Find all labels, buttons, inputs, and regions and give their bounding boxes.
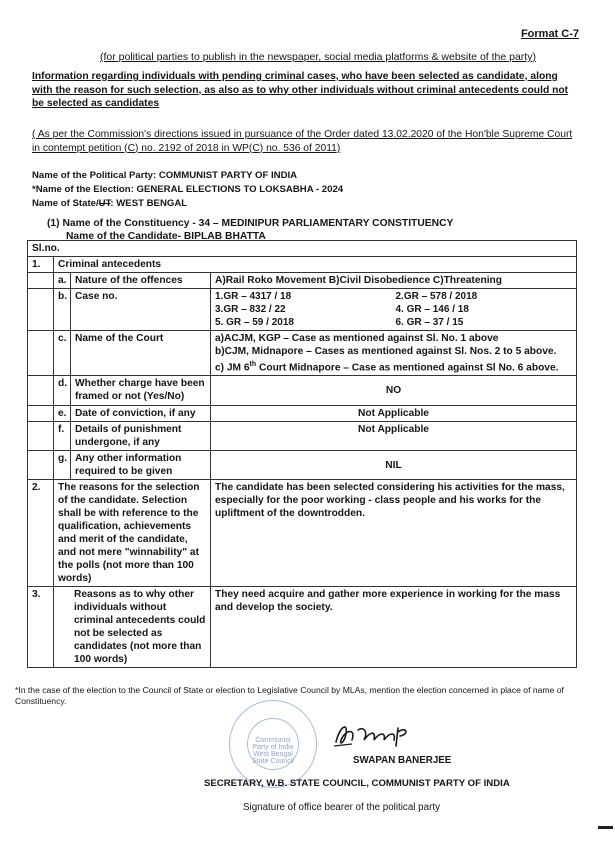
commission-directions: ( As per the Commission's directions issued in pursuance of the Order dated 13.02.2020 of the Hon'ble Supreme Court in contempt petition (C) no. 2192 of 2018 in WP(C) no. 536 of 2011) [32, 129, 573, 154]
constituency-name: (1) Name of the Constituency - 34 – MEDINIPUR PARLIAMENTARY CONSTITUENCY [47, 218, 454, 229]
case-number: 2.GR – 578 / 2018 [395, 291, 478, 302]
answer-cell: NO [211, 376, 577, 406]
table-row [28, 376, 577, 406]
form-subtitle: (for political parties to publish in the newspaper, social media platforms & website of the party) [100, 51, 536, 63]
sub-label: e. [54, 406, 71, 422]
case-list [215, 290, 572, 329]
page-edge-mark [598, 826, 613, 829]
handwritten-signature [330, 718, 425, 752]
case-number: 5. GR – 59 / 2018 [215, 317, 294, 328]
criminal-antecedents-table [27, 240, 577, 668]
answer-cell: NIL [211, 451, 577, 480]
table-row [28, 241, 577, 257]
question-cell: The reasons for the selection of the candidate. Selection shall be with reference to the qualification, achievements and merit of the candidate, and not mere "winnability" at the polls (not more than 100 words) [54, 480, 211, 587]
party-name: Name of the Political Party: COMMUNIST PARTY OF INDIA [32, 170, 298, 181]
table-row [28, 257, 577, 273]
state-struck: UT [98, 198, 111, 209]
slno-header: Sl.no. [28, 241, 577, 257]
state-name [32, 198, 187, 209]
table-row [28, 289, 577, 331]
question-cell: Whether charge have been framed or not (Yes/No) [71, 376, 211, 406]
state-suffix: : WEST BENGAL [110, 198, 188, 209]
footnote: *In the case of the election to the Council of State or election to Legislative Council by MLAs, mention the election concerned in place of name of Constituency. [15, 685, 564, 706]
row-number: 2. [28, 480, 54, 587]
question-cell: Case no. [71, 289, 211, 331]
court-line: c) JM 6th Court Midnapore – Case as mentioned against Sl No. 6 above. [215, 361, 559, 374]
answer-cell [211, 289, 577, 331]
court-line: a)ACJM, KGP – Case as mentioned against Sl. No. 1 above [215, 333, 499, 344]
info-heading: Information regarding individuals with pending criminal cases, who have been selected as candidate, along with the reason for such selection, as also as to why other individuals without criminal antecedents could not be selected as candidates [32, 71, 569, 109]
signature-caption: Signature of office bearer of the political party [243, 802, 440, 813]
format-number: Format C-7 [520, 28, 579, 40]
question-cell: Name of the Court [71, 331, 211, 376]
sub-label: g. [54, 451, 71, 480]
question-cell: Details of punishment undergone, if any [71, 422, 211, 451]
question-cell: Nature of the offences [71, 273, 211, 289]
row-number: 1. [28, 257, 54, 273]
question-cell: Date of conviction, if any [71, 406, 211, 422]
criminal-antecedents-title: Criminal antecedents [54, 257, 577, 273]
row-number: 3. [28, 587, 54, 668]
court-line: b)CJM, Midnapore – Cases as mentioned against Sl. Nos. 2 to 5 above. [215, 346, 557, 357]
sub-label: d. [54, 376, 71, 406]
signer-designation: SECRETARY, W.B. STATE COUNCIL, COMMUNIST PARTY OF INDIA [204, 778, 510, 789]
sub-label: b. [54, 289, 71, 331]
question-cell: Any other information required to be given [71, 451, 211, 480]
case-number: 6. GR – 37 / 15 [395, 317, 464, 328]
answer-cell: They need acquire and gather more experience in working for the mass and develop the society. [211, 587, 577, 668]
sub-label: a. [54, 273, 71, 289]
table-row [28, 406, 577, 422]
table-row [28, 422, 577, 451]
table-row [28, 480, 577, 587]
answer-cell: Not Applicable [211, 422, 577, 451]
table-row [28, 273, 577, 289]
table-row [28, 331, 577, 376]
question-cell: Reasons as to why other individuals without criminal antecedents could not be selected as candidates (not more than 100 words) [54, 587, 211, 668]
case-number: 3.GR – 832 / 22 [215, 304, 286, 315]
sub-label: f. [54, 422, 71, 451]
table-row [28, 587, 577, 668]
candidate-name: Name of the Candidate- BIPLAB BHATTA [66, 231, 266, 242]
case-number: 1.GR – 4317 / 18 [215, 291, 292, 302]
seal-text: Communist Party of India West Bengal State Council [252, 737, 294, 765]
state-prefix: Name of State/ [32, 198, 99, 209]
case-number: 4. GR – 146 / 18 [395, 304, 469, 315]
answer-cell: The candidate has been selected considering his activities for the mass, especially for the poor working - class people and his works for the upliftment of the downtrodden. [211, 480, 577, 587]
answer-cell: Not Applicable [211, 406, 577, 422]
table-row [28, 451, 577, 480]
signer-name: SWAPAN BANERJEE [353, 755, 452, 766]
sub-label: c. [54, 331, 71, 376]
answer-cell [211, 331, 577, 376]
election-name: *Name of the Election: GENERAL ELECTIONS TO LOKSABHA - 2024 [32, 184, 344, 195]
answer-cell: A)Rail Roko Movement B)Civil Disobedience C)Threatening [211, 273, 577, 289]
